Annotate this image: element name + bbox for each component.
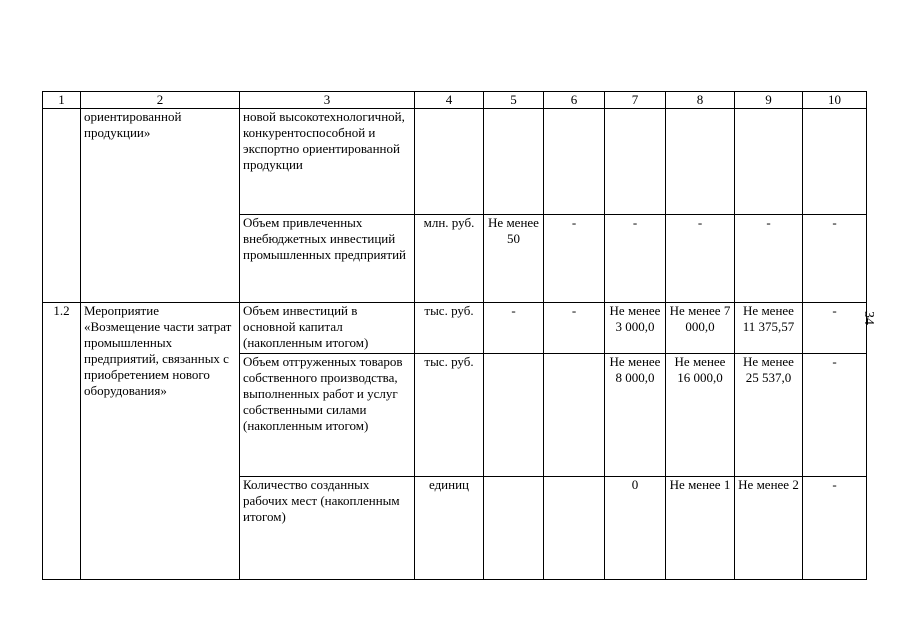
unit-cell: тыс. руб. <box>415 354 484 477</box>
value-cell <box>605 109 666 215</box>
value-cell: - <box>605 215 666 303</box>
col-header: 2 <box>81 92 240 109</box>
value-cell <box>484 477 544 580</box>
unit-cell <box>415 109 484 215</box>
value-cell: - <box>803 477 867 580</box>
value-cell: Не менее 1 <box>666 477 735 580</box>
unit-cell: тыс. руб. <box>415 303 484 354</box>
col-header: 5 <box>484 92 544 109</box>
value-cell: 0 <box>605 477 666 580</box>
col-header: 4 <box>415 92 484 109</box>
value-cell: - <box>803 215 867 303</box>
value-cell <box>544 354 605 477</box>
value-cell <box>544 477 605 580</box>
indicator-name-cell: Количество созданных рабочих мест (накопленным итогом) <box>240 477 415 580</box>
unit-cell: млн. руб. <box>415 215 484 303</box>
value-cell: - <box>544 215 605 303</box>
value-cell <box>484 109 544 215</box>
row-number-cell: 1.2 <box>43 303 81 580</box>
value-cell: Не менее 25 537,0 <box>735 354 803 477</box>
value-cell: Не менее 7 000,0 <box>666 303 735 354</box>
col-header: 8 <box>666 92 735 109</box>
value-cell: Не менее 8 000,0 <box>605 354 666 477</box>
indicators-table <box>42 91 867 580</box>
column-numbers-row <box>43 92 867 109</box>
table-row <box>43 109 867 215</box>
col-header: 6 <box>544 92 605 109</box>
col-header: 7 <box>605 92 666 109</box>
col-header: 9 <box>735 92 803 109</box>
value-cell: - <box>484 303 544 354</box>
col-header: 10 <box>803 92 867 109</box>
unit-cell: единиц <box>415 477 484 580</box>
indicator-name-cell: новой высокотехнологичной, конкурентоспособной и экспортно ориентированной продукции <box>240 109 415 215</box>
value-cell: Не менее 50 <box>484 215 544 303</box>
value-cell: - <box>803 303 867 354</box>
value-cell: Не менее 16 000,0 <box>666 354 735 477</box>
value-cell: Не менее 11 375,57 <box>735 303 803 354</box>
indicator-name-cell: Объем инвестиций в основной капитал (накопленным итогом) <box>240 303 415 354</box>
event-name-cell: ориентированной продукции» <box>81 109 240 303</box>
indicator-name-cell: Объем привлеченных внебюджетных инвестиций промышленных предприятий <box>240 215 415 303</box>
event-name-cell: Мероприятие «Возмещение части затрат промышленных предприятий, связанных с приобретением нового оборудования» <box>81 303 240 580</box>
value-cell <box>666 109 735 215</box>
value-cell <box>544 109 605 215</box>
page-number: 34 <box>861 311 876 325</box>
table-row <box>43 303 867 354</box>
row-number-cell <box>43 109 81 303</box>
value-cell: - <box>735 215 803 303</box>
value-cell: Не менее 3 000,0 <box>605 303 666 354</box>
col-header: 1 <box>43 92 81 109</box>
value-cell <box>803 109 867 215</box>
col-header: 3 <box>240 92 415 109</box>
value-cell <box>484 354 544 477</box>
value-cell: - <box>666 215 735 303</box>
value-cell: - <box>803 354 867 477</box>
value-cell: - <box>544 303 605 354</box>
indicator-name-cell: Объем отгруженных товаров собственного производства, выполненных работ и услуг собственными силами (накопленным итогом) <box>240 354 415 477</box>
value-cell: Не менее 2 <box>735 477 803 580</box>
value-cell <box>735 109 803 215</box>
